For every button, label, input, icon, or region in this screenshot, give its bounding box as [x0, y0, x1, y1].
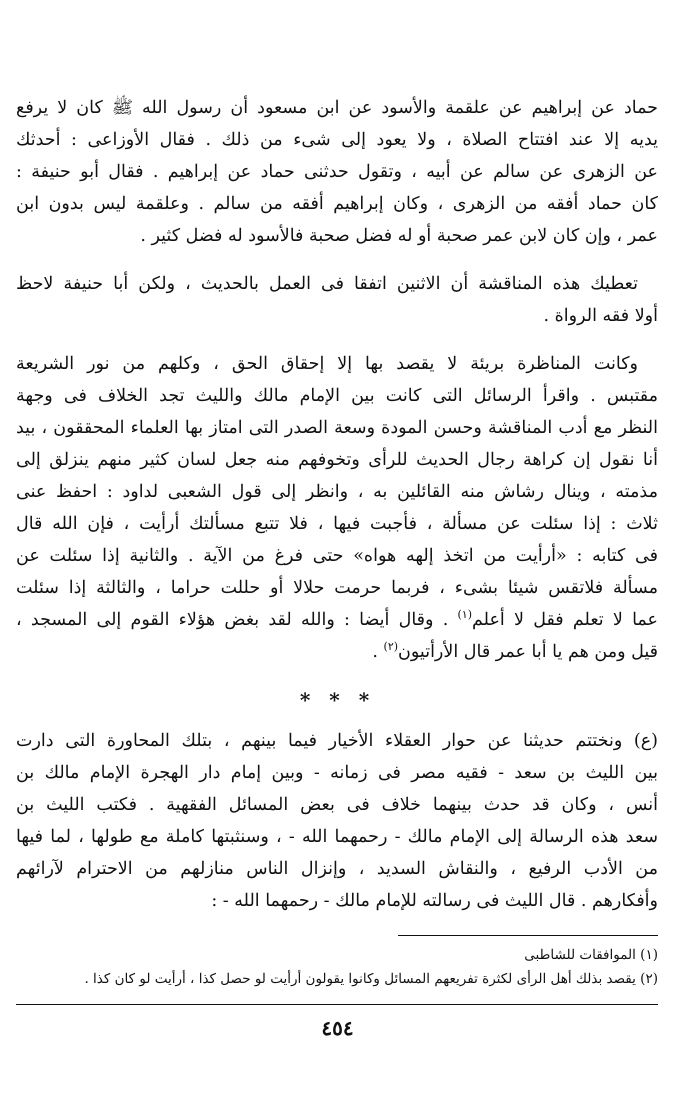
- text-line: عمر ، وإن كان لابن عمر صحبة أو له فضل صحبة فالأسود له فضل كثير .: [140, 226, 658, 246]
- text-line: فى كتابه : «أرأيت من اتخذ إلهه هواه» حتى فرغ من الآية . والثانية إذا سئلت عن: [16, 546, 658, 566]
- text-line: ثلاث : إذا سئلت عن مسألة ، فأجبت فيها ، فلا تتبع مسألتك أرأيت ، فإن الله قال: [16, 514, 658, 534]
- text-line: بين الليث بن سعد - فقيه مصر فى زمانه - وبين إمام دار الهجرة الإمام مالك بن: [16, 763, 658, 783]
- text-line: مقتبس . واقرأ الرسائل التى كانت بين الإمام مالك والليث تجد الخلاف فى وجهة: [16, 386, 658, 406]
- text-line: حماد عن إبراهيم عن علقمة والأسود عن ابن مسعود أن رسول الله ﷺ كان لا يرفع: [16, 98, 658, 118]
- text-line: مسألة فلاتقس شيئا بشىء ، فربما حرمت حلالا أو حللت حراما ، والثالثة إذا سئلت: [16, 578, 658, 598]
- text-line: النظر مع أدب المناقشة وحسن المودة وسعة الصدر التى امتاز بها العلماء المحققون ، بيد: [16, 418, 658, 438]
- footnote-marker-1[interactable]: (١): [457, 608, 473, 622]
- footnote-2: (٢) يقصد بذلك أهل الرأى لكثرة تفريعهم المسائل وكانوا يقولون أرأيت لو حصل كذا ، أرأيت لو كان كذا .: [84, 971, 658, 987]
- paragraph-first-line: وكانت المناظرة بريئة لا يقصد بها إلا إحقاق الحق ، وكلهم من نور الشريعة: [16, 354, 638, 374]
- bottom-divider: [16, 1004, 658, 1005]
- footnote-divider: [398, 935, 658, 936]
- text-line: [16, 604, 658, 636]
- footnote-marker-2[interactable]: (٢): [383, 640, 399, 654]
- text-line: أولا فقه الرواة .: [543, 306, 658, 326]
- footnote-1: (١) الموافقات للشاطبى: [524, 947, 658, 963]
- text-span: قيل ومن هم يا أبا عمر قال الأرأتيون: [398, 642, 658, 662]
- text-line: أنا نقول إن كراهة رجال الحديث للرأى وتخوفهم منه جعل لسان كثير منهم ينزلق إلى: [16, 450, 658, 470]
- paragraph-first-line: تعطيك هذه المناقشة أن الاثنين اتفقا فى العمل بالحديث ، ولكن أبا حنيفة لاحظ: [16, 274, 638, 294]
- text-line: كان حماد أفقه من الزهرى ، وكان إبراهيم أفقه من سالم . وعلقمة ليس بدون ابن: [16, 194, 658, 214]
- page-number: ٤٥٤: [321, 1016, 354, 1040]
- text-span: .: [372, 642, 378, 662]
- text-line: (ع) ونختتم حديثنا عن حوار العقلاء الأخيار فيما بينهم ، بتلك المحاورة التى دارت: [16, 731, 658, 751]
- text-line: مذمته ، وينال رشاش منه القائلين به ، وانظر إلى قول الشعبى لداود : احفظ عنى: [16, 482, 658, 502]
- text-span: . وقال أيضا : والله لقد بغض هؤلاء القوم إلى المسجد ،: [16, 610, 449, 630]
- text-line: أنس ، وكان قد حدث بينهما خلاف فى بعض المسائل الفقهية . فكتب الليث بن: [16, 795, 658, 815]
- section-separator: * * *: [299, 688, 376, 712]
- text-line: من الأدب الرفيع ، والنقاش السديد ، وإنزال الناس منازلهم من الاحترام لآرائهم: [16, 859, 658, 879]
- text-line: وأفكارهم . قال الليث فى رسالته للإمام مالك - رحمهما الله - :: [211, 891, 658, 911]
- text-line: سعد هذه الرسالة إلى الإمام مالك - رحمهما الله - ، وسنثبتها كاملة مع طولها ، لما فيها: [16, 827, 658, 847]
- text-line: [16, 636, 658, 668]
- text-span: عما لا تعلم فقل لا أعلم: [472, 610, 658, 630]
- text-line: عن الزهرى عن سالم عن أبيه ، وتقول حدثنى حماد عن إبراهيم . فقال أبو حنيفة :: [16, 162, 658, 182]
- text-line: يديه إلا عند افتتاح الصلاة ، ولا يعود إلى شىء من ذلك . فقال الأوزاعى : أحدثك: [16, 130, 658, 150]
